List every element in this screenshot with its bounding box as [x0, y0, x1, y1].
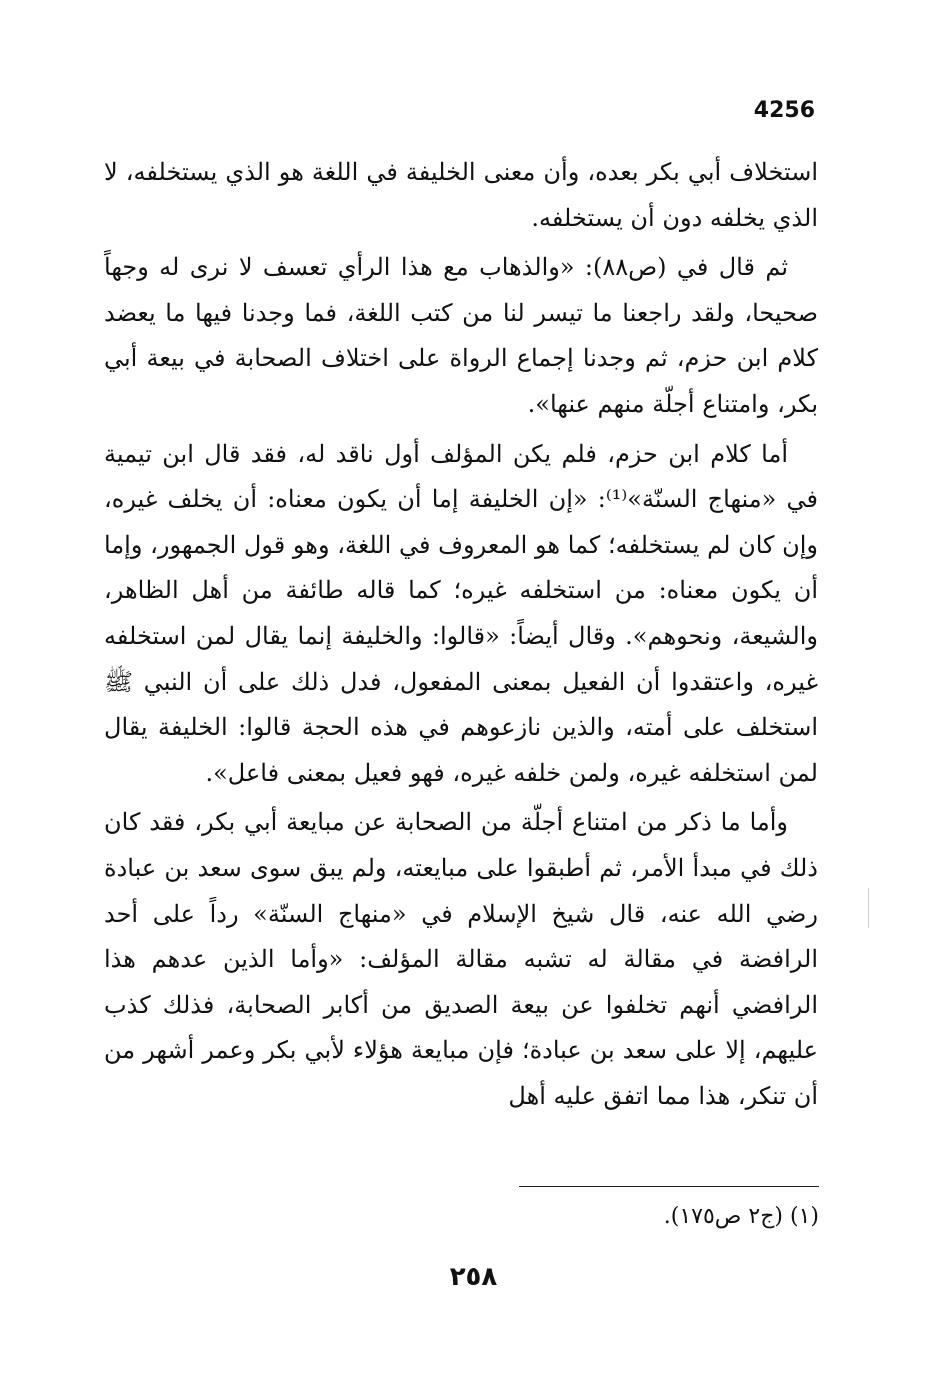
paragraph-1: استخلاف أبي بكر بعده، وأن معنى الخليفة في اللغة هو الذي يستخلفه، لا الذي يخلفه دون أن يستخلفه.: [104, 158, 818, 232]
footnote: (١) (ج٢ ص١٧٥).: [663, 1204, 819, 1229]
page-number: ٢٥٨: [449, 1262, 498, 1292]
paragraph-2: ثم قال في (ص٨٨): «والذهاب مع هذا الرأي تعسف لا نرى له وجهاً صحيحا، ولقد راجعنا ما تيسر لنا من كتب اللغة، فما وجدنا فيها ما يعضد كلام ابن حزم، ثم وجدنا إجماع الرواة على اختلاف الصحابة في بيعة أبي بكر، وامتناع أجلّة منهم عنها».: [104, 253, 818, 418]
page-id-header: 4256: [753, 98, 815, 123]
main-text-body: [104, 150, 818, 1123]
paragraph-4: وأما ما ذكر من امتناع أجلّة من الصحابة عن مبايعة أبي بكر، فقد كان ذلك في مبدأ الأمر، ثم أطبقوا على مبايعته، ولم يبق سوى سعد بن عبادة رضي الله عنه، قال شيخ الإسلام في «منهاج السنّة» رداً على أحد الرافضة في مقالة له تشبه مقالة المؤلف: «وأما الذين عدهم هذا الرافضي أنهم تخلفوا عن بيعة الصديق من أكابر الصحابة، فذلك كذب عليهم، إلا على سعد بن عبادة؛ فإن مبايعة هؤلاء لأبي بكر وعمر أشهر من أن تنكر، هذا مما اتفق عليه أهل: [104, 808, 818, 1110]
margin-mark: [868, 888, 869, 928]
paragraph-3: أما كلام ابن حزم، فلم يكن المؤلف أول ناقد له، فقد قال ابن تيمية في «منهاج السنّة»⁽¹⁾: «إن الخليفة إما أن يكون معناه: أن يخلف غيره، وإن كان لم يستخلفه؛ كما هو المعروف في اللغة، وهو قول الجمهور، وإما أن يكون معناه: من استخلفه غيره؛ كما قاله طائفة من أهل الظاهر، والشيعة، ونحوهم». وقال أيضاً: «قالوا: والخليفة إنما يقال لمن استخلفه غيره، واعتقدوا أن الفعيل بمعنى المفعول، فدل ذلك على أن النبي ﷺ استخلف على أمته، والذين نازعوهم في هذه الحجة قالوا: الخليفة يقال لمن استخلفه غيره، ولمن خلفه غيره، فهو فعيل بمعنى فاعل».: [104, 439, 818, 787]
footnote-divider: [519, 1186, 819, 1187]
